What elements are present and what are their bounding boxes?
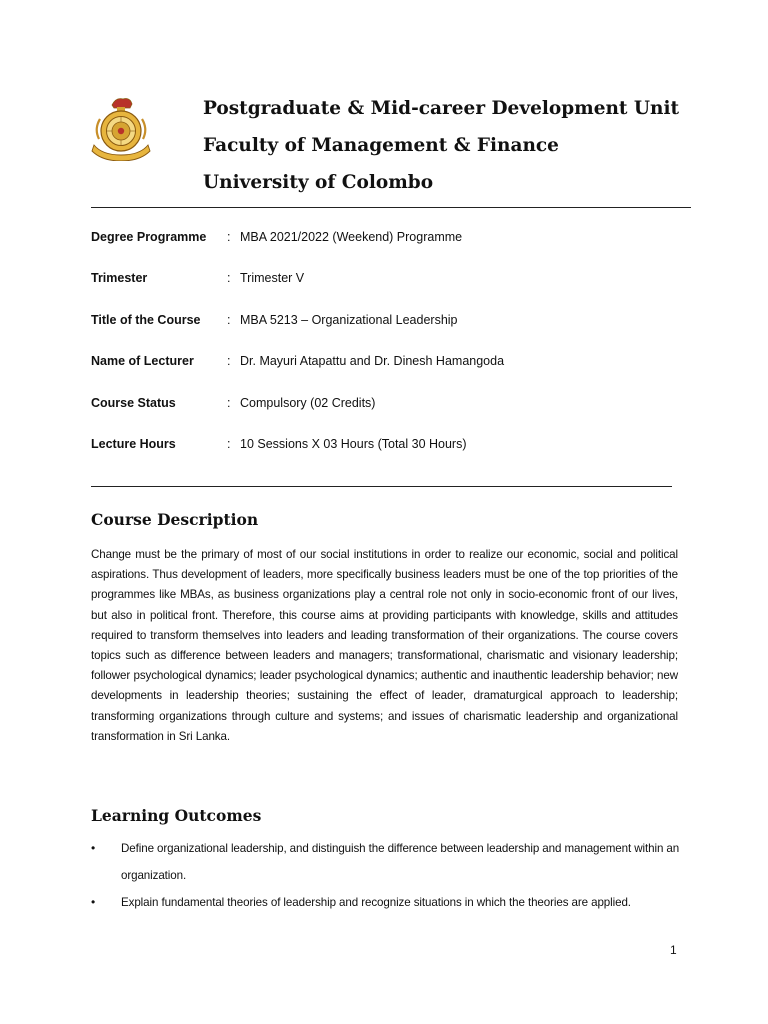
divider-bottom — [91, 486, 672, 487]
info-label: Lecture Hours — [91, 436, 176, 451]
outcome-text: Define organizational leadership, and distinguish the difference between leadership and management within an organization. — [121, 842, 680, 882]
info-colon: : — [227, 271, 231, 286]
bullet-icon: • — [91, 895, 96, 909]
header-university: University of Colombo — [203, 172, 434, 193]
info-value: Dr. Mayuri Atapattu and Dr. Dinesh Hamangoda — [240, 354, 505, 369]
info-colon: : — [227, 230, 231, 244]
learning-outcomes-list — [91, 835, 691, 916]
info-label: Title of the Course — [91, 312, 201, 327]
info-value: MBA 2021/2022 (Weekend) Programme — [240, 230, 463, 244]
info-value: Compulsory (02 Credits) — [240, 395, 376, 410]
info-label: Degree Programme — [91, 230, 207, 244]
info-colon: : — [227, 436, 231, 451]
info-label: Name of Lecturer — [91, 354, 194, 369]
header-unit: Postgraduate & Mid-career Development Unit — [203, 98, 680, 119]
info-value: 10 Sessions X 03 Hours (Total 30 Hours) — [240, 436, 467, 451]
page-number: 1 — [670, 943, 677, 957]
info-colon: : — [227, 354, 231, 369]
list-item — [91, 835, 691, 889]
info-label: Course Status — [91, 395, 176, 410]
info-value: Trimester V — [240, 271, 305, 286]
info-label: Trimester — [91, 271, 148, 286]
course-description-heading: Course Description — [91, 510, 259, 529]
info-value: MBA 5213 – Organizational Leadership — [240, 312, 458, 327]
divider-top — [91, 207, 691, 208]
institution-header — [203, 90, 679, 201]
info-colon: : — [227, 395, 231, 410]
learning-outcomes-heading: Learning Outcomes — [91, 806, 262, 825]
info-colon: : — [227, 312, 231, 327]
course-description-text: Change must be the primary of most of our social institutions in order to realize our economic, social and political aspirations. Thus development of leaders, more specifically business leaders must be one of the top priorities of the programmes like MBAs, as business organizations play a central role not only in socio-economic front of our lives, but also in political front. Therefore, this course aims at providing participants with knowledge, skills and attitudes required to transform themselves into leaders and leading transformation of their organizations. The course covers topics such as difference between leaders and managers; transformational, charismatic and visionary leadership; follower psychological dynamics; leader psychological dynamics; authentic and inauthentic leadership behavior; new developments in leadership theories; sustaining the effect of leader, dramaturgical approach to leadership; transforming organizations through culture and systems; and issues of charismatic leadership and organizational transformation in Sri Lanka. — [91, 548, 678, 743]
bullet-icon: • — [91, 841, 96, 855]
outcome-text: Explain fundamental theories of leadership and recognize situations in which the theories are applied. — [121, 896, 631, 909]
university-crest-icon — [90, 95, 152, 161]
header-faculty: Faculty of Management & Finance — [203, 135, 559, 156]
list-item — [91, 889, 691, 916]
